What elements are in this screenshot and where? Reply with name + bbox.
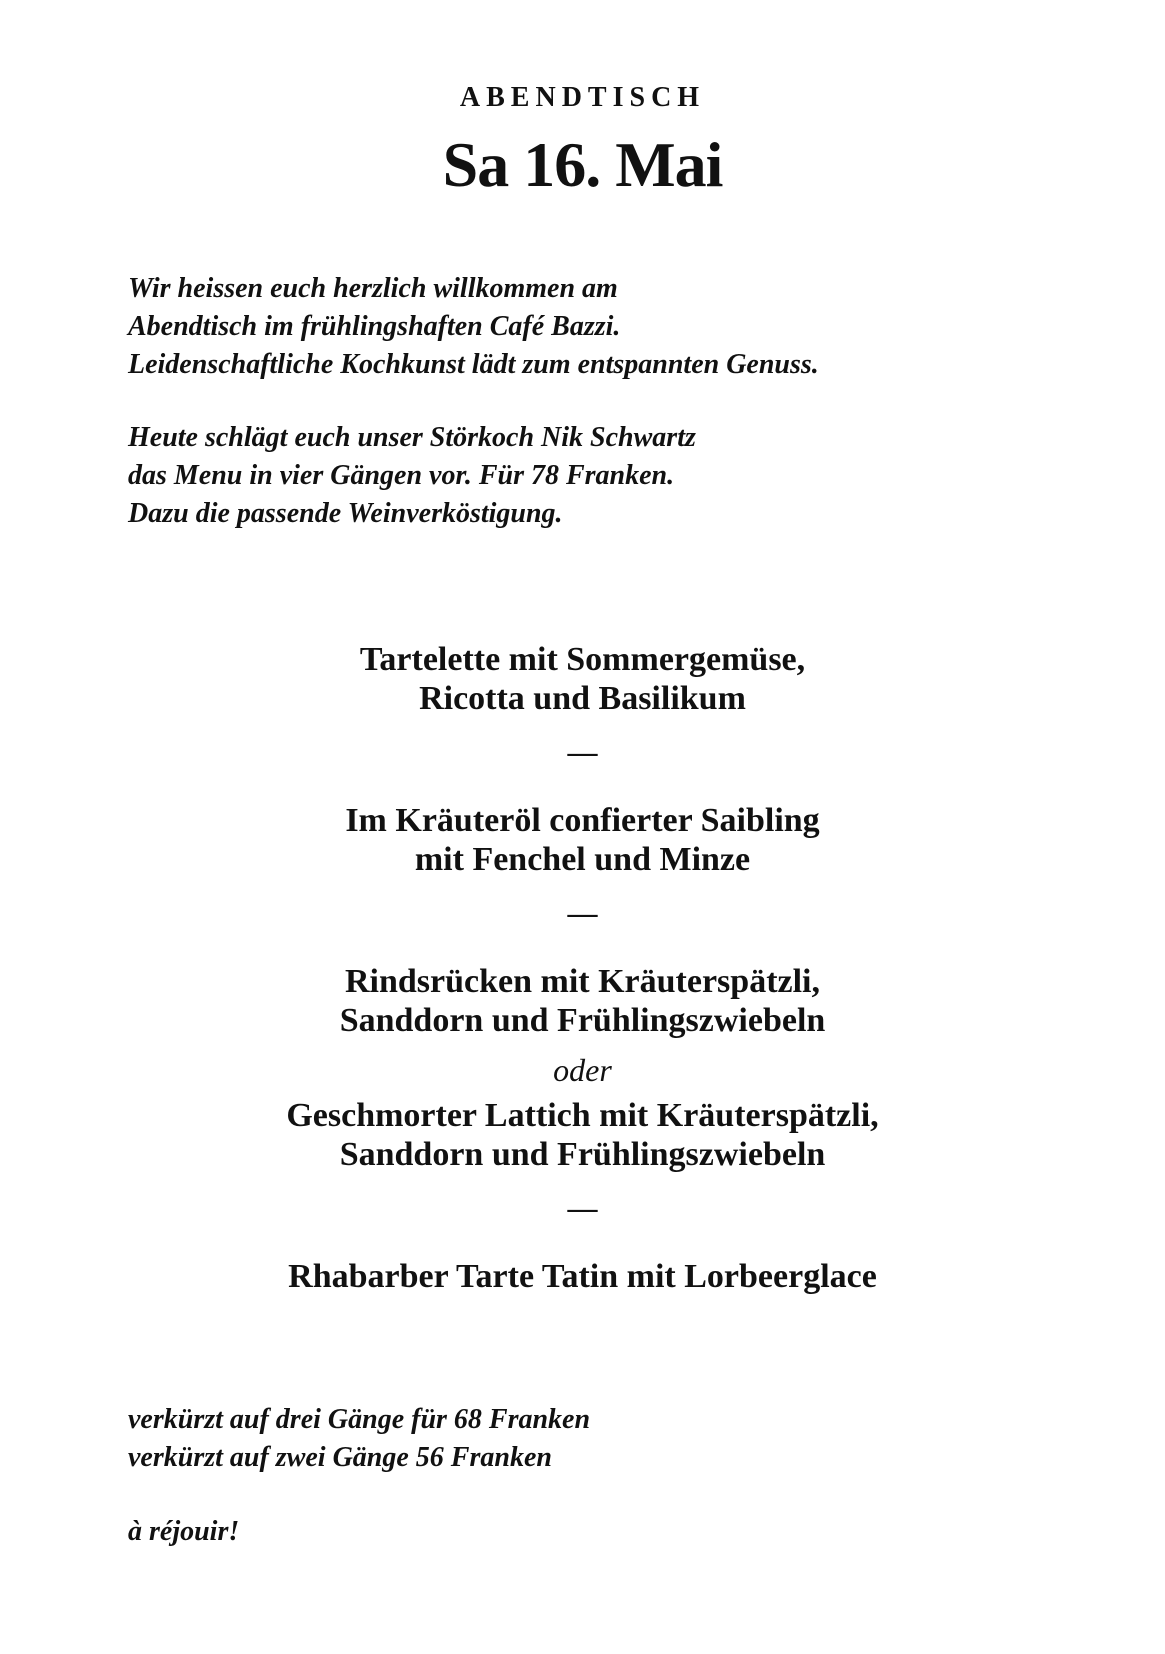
- footer-closing: [128, 1513, 1068, 1551]
- footer-closing-text: à réjouir!: [128, 1516, 240, 1547]
- intro-line: Heute schlägt euch unser Störkoch Nik Schwartz: [128, 422, 696, 453]
- course-line: Rindsrücken mit Kräuterspätzli,: [344, 963, 821, 1000]
- course-line: Geschmorter Lattich mit Kräuterspätzli,: [286, 1097, 879, 1134]
- course-starter: [0, 640, 1165, 718]
- course-line: Ricotta und Basilikum: [419, 680, 746, 717]
- course-main-vegetarian: [0, 1096, 1165, 1174]
- course-separator: —: [567, 736, 598, 769]
- course-separator: —: [567, 1192, 598, 1225]
- intro-line: Leidenschaftliche Kochkunst lädt zum entspannten Genuss.: [128, 349, 819, 380]
- menu-date: Sa 16. Mai: [442, 129, 723, 200]
- course-line: Sanddorn und Frühlingszwiebeln: [339, 1136, 826, 1173]
- course-line: Im Kräuteröl confierter Saibling: [345, 802, 820, 839]
- course-line: mit Fenchel und Minze: [414, 841, 751, 878]
- course-fish: [0, 801, 1165, 879]
- course-separator: —: [567, 897, 598, 930]
- footer-options: [128, 1401, 1068, 1477]
- footer-option: verkürzt auf drei Gänge für 68 Franken: [128, 1404, 591, 1435]
- intro-paragraph-chef: [128, 419, 1068, 533]
- course-line: Sanddorn und Frühlingszwiebeln: [339, 1002, 826, 1039]
- intro-line: Dazu die passende Weinverköstigung.: [128, 498, 563, 529]
- intro-paragraph-welcome: [128, 270, 1068, 384]
- intro-line: Abendtisch im frühlingshaften Café Bazzi.: [128, 311, 621, 342]
- footer-option: verkürzt auf zwei Gänge 56 Franken: [128, 1442, 552, 1473]
- course-or-label: oder: [553, 1052, 612, 1088]
- course-line: Tartelette mit Sommergemüse,: [359, 641, 806, 678]
- course-line: Rhabarber Tarte Tatin mit Lorbeerglace: [288, 1258, 877, 1295]
- intro-line: das Menu in vier Gängen vor. Für 78 Franken.: [128, 460, 675, 491]
- menu-courses: [0, 640, 1165, 1296]
- course-dessert: [0, 1257, 1165, 1296]
- course-main-meat: [0, 962, 1165, 1040]
- intro-line: Wir heissen euch herzlich willkommen am: [128, 273, 618, 304]
- menu-kicker: ABENDTISCH: [459, 82, 706, 113]
